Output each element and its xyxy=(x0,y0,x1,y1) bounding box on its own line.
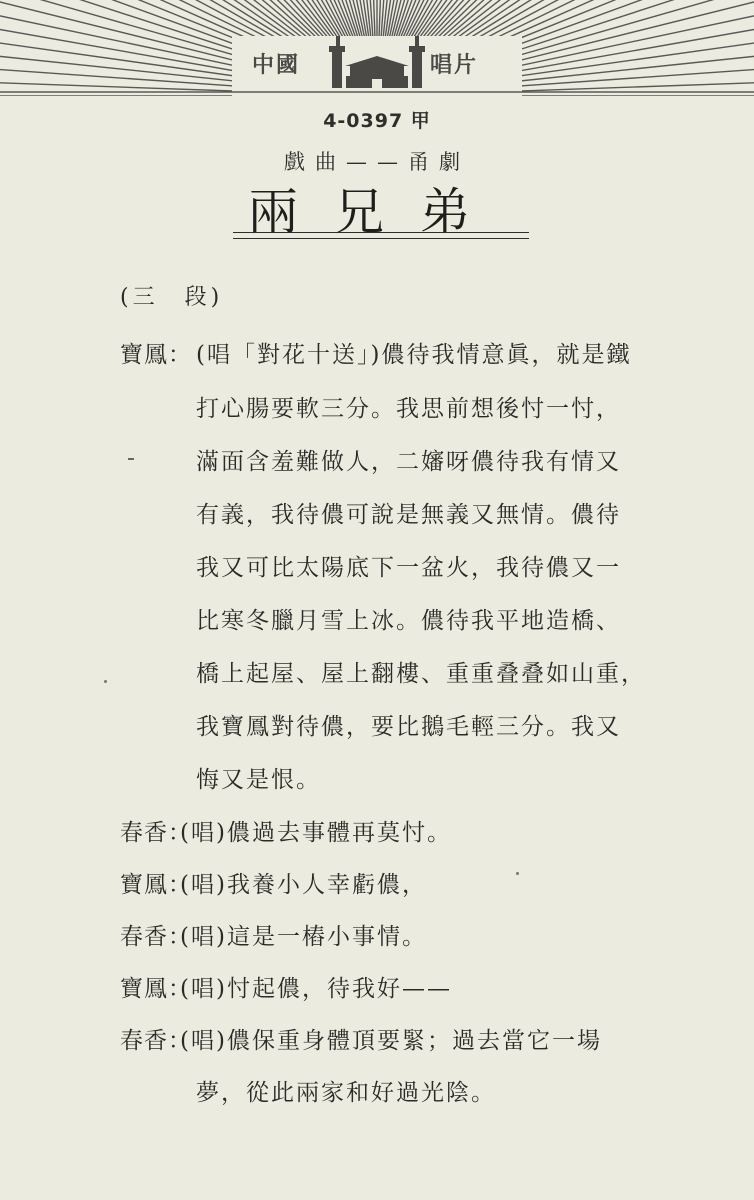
lyric-line: 悔又是恨。 xyxy=(196,767,321,793)
speaker-label: 春香： xyxy=(120,820,192,846)
lyric-line: (唱)這是一樁小事情。 xyxy=(180,924,427,950)
lyric-line: 滿面含羞難做人，二嬸呀儂待我有情又 xyxy=(196,449,621,475)
ink-speck xyxy=(516,872,519,875)
title-underline-bottom xyxy=(233,238,529,239)
lyric-line: (唱)儂保重身體頂要緊；過去當它一場 xyxy=(180,1028,602,1054)
lyric-line: 我寶鳳對待儂，要比鵝毛輕三分。我又 xyxy=(196,714,621,740)
lyric-line: 我又可比太陽底下一盆火，我待儂又一 xyxy=(196,555,621,581)
speaker-label: 春香： xyxy=(120,924,192,950)
lyric-line: 夢，從此兩家和好過光陰。 xyxy=(196,1080,496,1106)
record-number: 4-0397 甲 xyxy=(323,110,431,132)
ink-speck xyxy=(128,458,134,460)
lyric-line: 比寒冬臘月雪上冰。儂待我平地造橋、 xyxy=(196,608,621,634)
lyric-line: (唱)儂過去事體再莫忖。 xyxy=(180,820,452,846)
sunburst-rays xyxy=(0,0,754,96)
ink-speck xyxy=(104,680,107,683)
speaker-label: 寶鳳： xyxy=(120,872,192,898)
brand-record: 唱片 xyxy=(430,53,479,78)
song-title: 兩兄弟 xyxy=(248,183,506,241)
genre-label: 戲曲——甬劇 xyxy=(284,150,470,174)
speaker-label: 春香： xyxy=(120,1028,192,1054)
section-label: (三 段) xyxy=(120,285,224,310)
lyric-line: 有義，我待儂可說是無義又無情。儂待 xyxy=(196,502,621,528)
lyric-line: 橋上起屋、屋上翻樓、重重叠叠如山重， xyxy=(196,661,646,687)
lyric-line: (唱「對花十送」)儂待我情意眞，就是鐵 xyxy=(196,342,632,368)
lyric-line: (唱)我養小人幸虧儂， xyxy=(180,872,427,898)
brand-china: 中國 xyxy=(252,53,301,78)
header-sunburst-banner xyxy=(0,0,754,96)
title-underline-top xyxy=(233,232,529,233)
lyric-line: 打心腸要軟三分。我思前想後忖一忖， xyxy=(196,396,621,422)
lyric-line: (唱)忖起儂，待我好—— xyxy=(180,976,452,1002)
speaker-label: 寶鳳： xyxy=(120,342,192,368)
speaker-label: 寶鳳： xyxy=(120,976,192,1002)
